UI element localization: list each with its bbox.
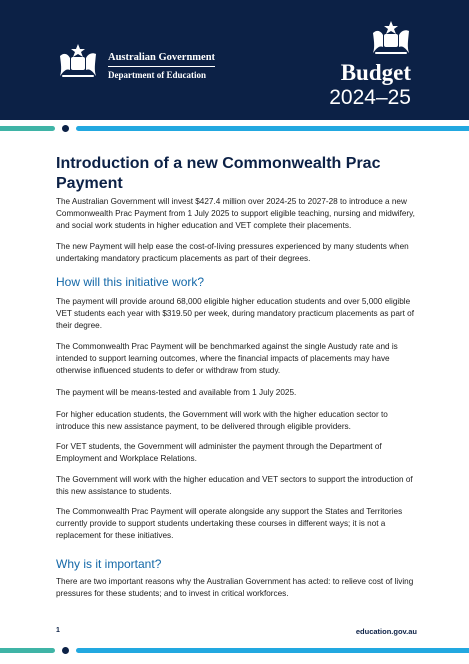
accent-dot xyxy=(62,125,69,132)
government-wordmark xyxy=(108,51,215,82)
intro-paragraph: The new Payment will help ease the cost-of-living pressures experienced by many students when undertaking mandatory practicum placements as part of their degrees. xyxy=(56,242,409,263)
page-header xyxy=(0,0,469,120)
department-name: Department of Education xyxy=(108,66,215,82)
page-title: Introduction of a new Commonwealth Prac Payment xyxy=(56,155,381,192)
coat-of-arms-icon xyxy=(369,18,413,58)
body-paragraph: The Government will work with the higher education and VET sectors to support the introduction of this new assistance to students. xyxy=(56,475,413,496)
footer-link[interactable]: education.gov.au xyxy=(355,627,417,636)
body-paragraph: There are two important reasons why the Australian Government has acted: to relieve cost of living pressures for these students; and to invest in critical workforces. xyxy=(56,577,414,598)
intro-paragraph: The Australian Government will invest $427.4 million over 2024-25 to 2027-28 to introduce a new Commonwealth Prac Payment from 1 July 2025 to support eligible teaching, nursing and midwifery, and social work students in higher education and VET complete their placements. xyxy=(56,197,415,230)
body-paragraph: The Commonwealth Prac Payment will be benchmarked against the single Austudy rate and is intended to support learning outcomes, where the financial impacts of placements may have otherwise influenced students to defer or withdraw from study. xyxy=(56,342,398,375)
body-paragraph: For higher education students, the Government will work with the higher education sector to introduce this new assistance payment, to be delivered through eligible providers. xyxy=(56,410,388,431)
accent-bar-cyan xyxy=(76,648,469,653)
body-paragraph: For VET students, the Government will administer the payment through the Department of Employment and Workplace Relations. xyxy=(56,442,382,463)
accent-bar-teal xyxy=(0,648,55,653)
body-paragraph: The payment will be means-tested and available from 1 July 2025. xyxy=(56,388,297,397)
section-heading-how: How will this initiative work? xyxy=(56,275,205,289)
body-paragraph: The payment will provide around 68,000 eligible higher education students and over 5,000 eligible VET students each year with $319.50 per week, during mandatory practicum placements as part of their degree. xyxy=(56,297,415,330)
budget-year: 2024–25 xyxy=(329,86,411,109)
government-name: Australian Government xyxy=(108,52,216,63)
body-paragraph: The Commonwealth Prac Payment will operate alongside any support the States and Territories currently provide to support students undertaking these courses in different ways; it is not a replacement for these initiatives. xyxy=(56,507,403,540)
page-number: 1 xyxy=(56,627,60,634)
accent-bar-teal xyxy=(0,126,55,131)
accent-dot xyxy=(62,647,69,654)
accent-bar-cyan xyxy=(76,126,469,131)
budget-title: Budget xyxy=(340,60,411,85)
section-heading-why: Why is it important? xyxy=(56,557,162,571)
coat-of-arms-icon xyxy=(56,42,100,80)
